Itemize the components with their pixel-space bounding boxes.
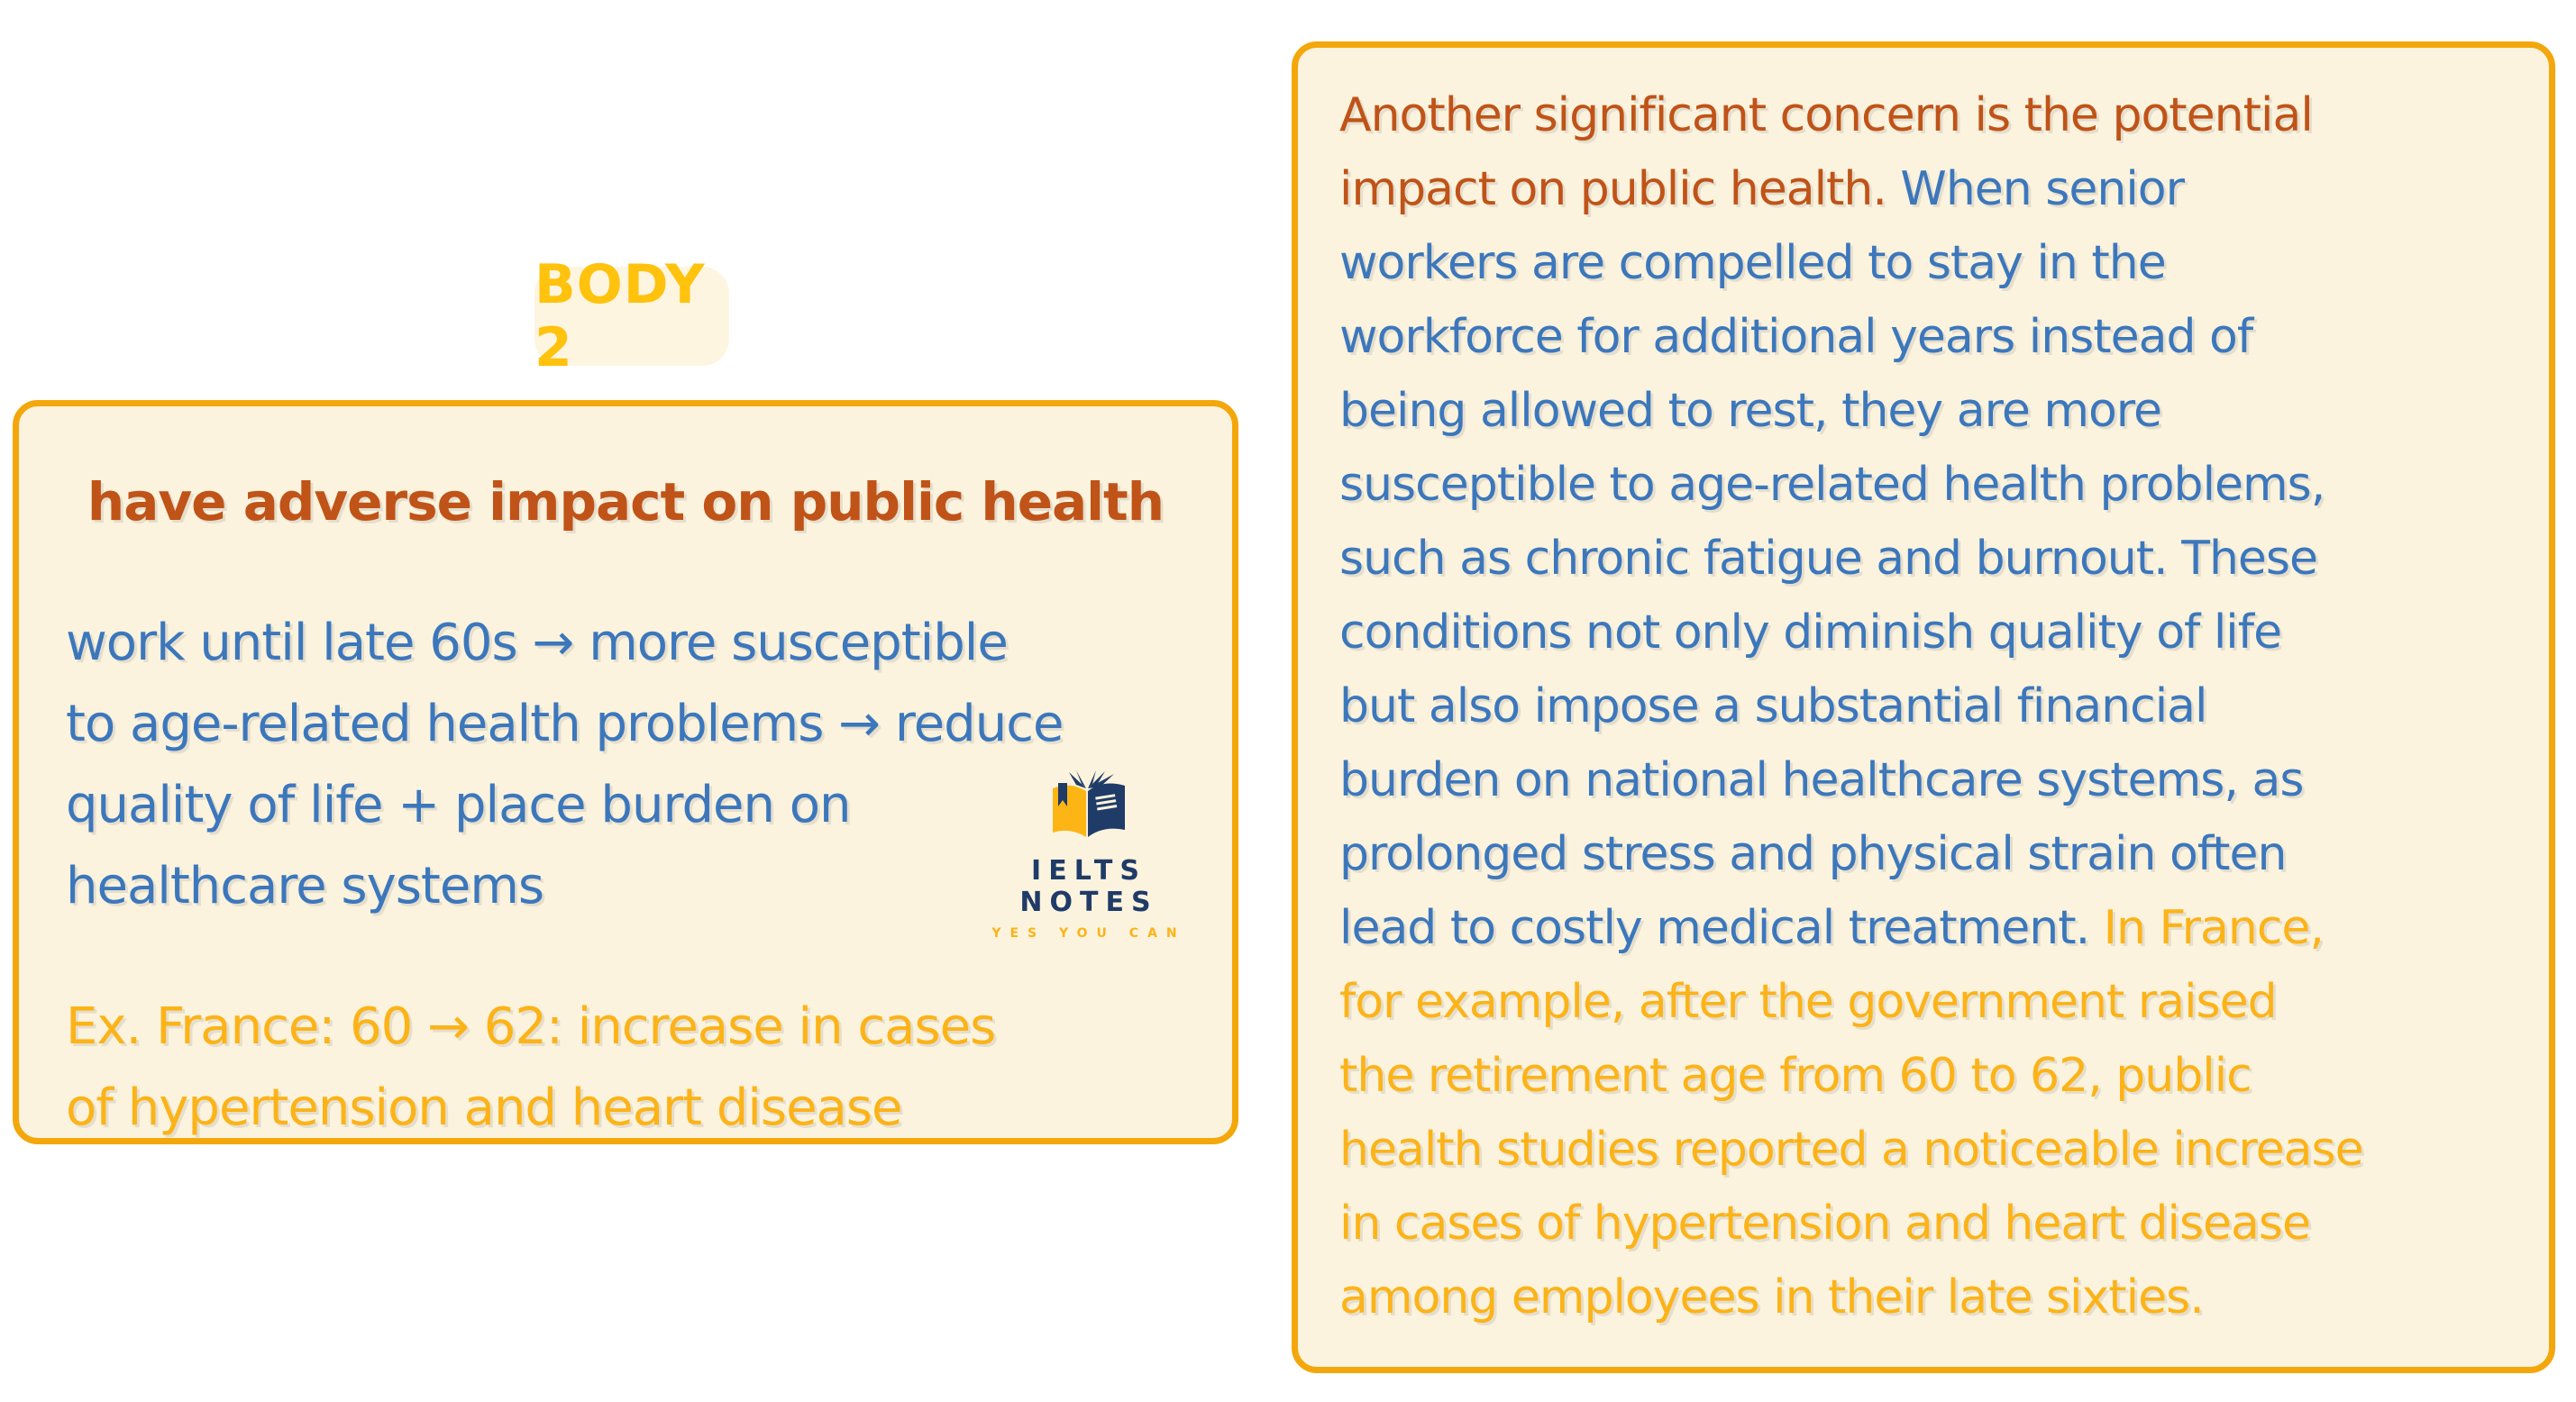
note-line: to age-related health problems → reduce bbox=[66, 695, 1064, 753]
paragraph-line: conditions not only diminish quality of life bbox=[1339, 605, 2282, 660]
paragraph-line: workforce for additional years instead of bbox=[1339, 310, 2253, 364]
paragraph-card bbox=[1292, 41, 2555, 1373]
note-line: healthcare systems bbox=[66, 857, 544, 915]
paragraph-line: susceptible to age-related health problems, bbox=[1339, 458, 2325, 512]
outline-example-yellow bbox=[66, 987, 1185, 1149]
paragraph-line: being allowed to rest, they are more bbox=[1339, 384, 2162, 438]
paragraph-line: the retirement age from 60 to 62, public bbox=[1339, 1049, 2252, 1103]
paragraph-line: impact on public health. When senior bbox=[1339, 162, 2184, 216]
paragraph-line: workers are compelled to stay in the bbox=[1339, 236, 2166, 290]
paragraph-line: lead to costly medical treatment. In France, bbox=[1339, 901, 2324, 955]
open-book-icon bbox=[1046, 770, 1132, 846]
example-line: of hypertension and heart disease bbox=[66, 1079, 902, 1137]
example-line: Ex. France: 60 → 62: increase in cases bbox=[66, 997, 996, 1056]
paragraph-line: for example, after the government raised bbox=[1339, 975, 2277, 1029]
outline-card bbox=[13, 400, 1238, 1144]
brand-name: IELTS NOTES bbox=[1019, 855, 1158, 918]
body2-badge-label: BODY 2 bbox=[534, 253, 706, 379]
paragraph-line: among employees in their late sixties. bbox=[1339, 1270, 2204, 1325]
ielts-notes-logo bbox=[958, 770, 1219, 941]
paragraph-line: prolonged stress and physical strain often bbox=[1339, 827, 2287, 881]
note-line: work until late 60s → more susceptible bbox=[66, 614, 1008, 672]
paragraph-line: such as chronic fatigue and burnout. These bbox=[1339, 532, 2317, 586]
paragraph-line: health studies reported a noticeable increase bbox=[1339, 1123, 2363, 1177]
paragraph-line: Another significant concern is the potential bbox=[1339, 88, 2313, 142]
outline-heading: have adverse impact on public health bbox=[87, 471, 1165, 533]
body2-badge bbox=[534, 253, 729, 379]
brand-tagline: YES YOU CAN bbox=[991, 926, 1186, 941]
note-line: quality of life + place burden on bbox=[66, 776, 851, 834]
paragraph-line: burden on national healthcare systems, as bbox=[1339, 753, 2304, 807]
paragraph-line: in cases of hypertension and heart disease bbox=[1339, 1197, 2310, 1251]
paragraph-line: but also impose a substantial financial bbox=[1339, 679, 2207, 733]
